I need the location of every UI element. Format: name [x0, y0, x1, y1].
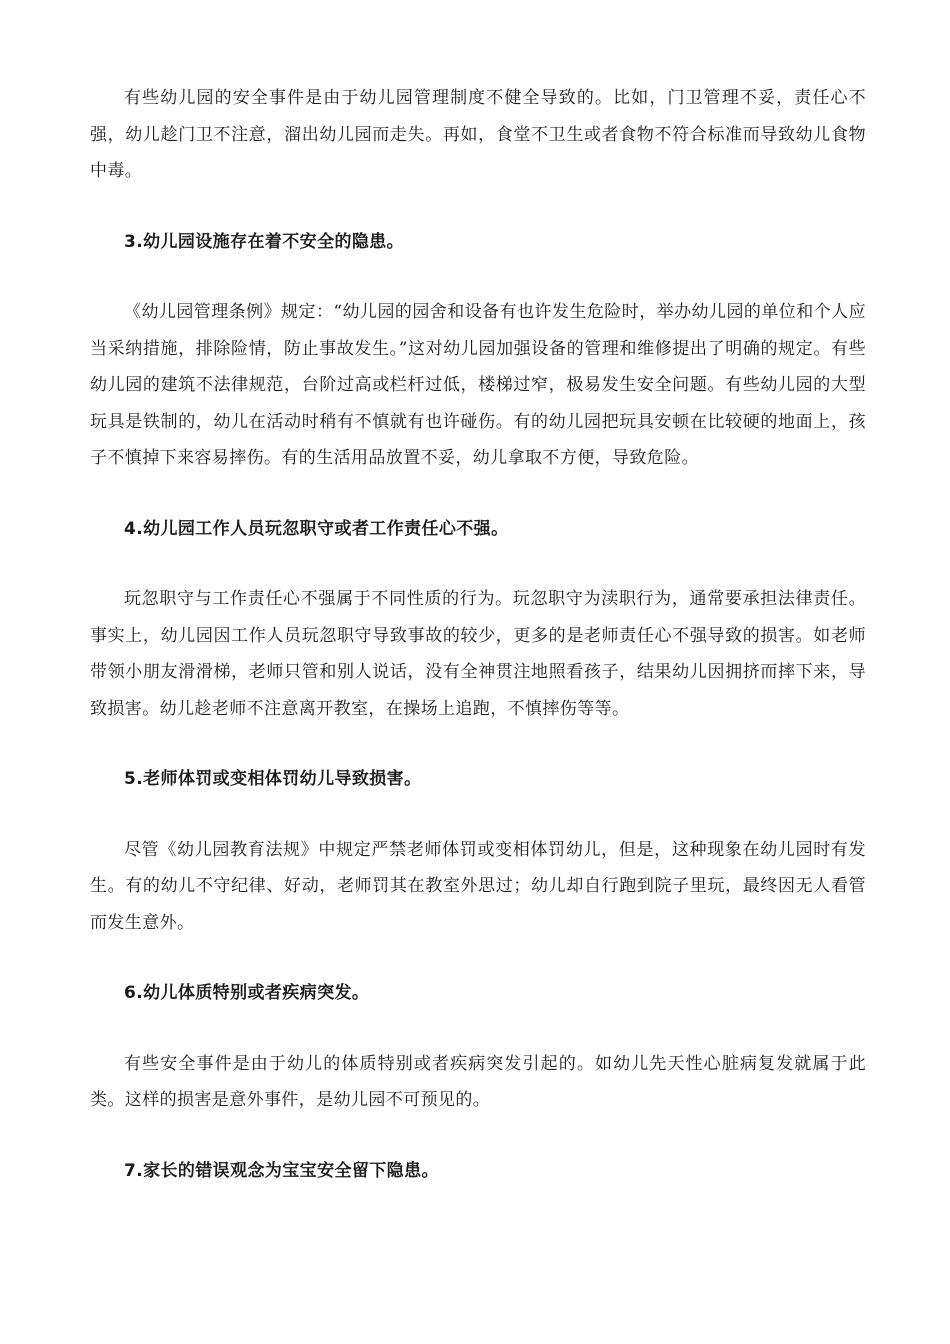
- paragraph-corporal-punishment: 尽管《幼儿园教育法规》中规定严禁老师体罚或变相体罚幼儿，但是，这种现象在幼儿园时有发生。有的幼儿不守纪律、好动，老师罚其在教室外思过；幼儿却自行跑到院子里玩，最终因无人看管而发生意外。: [90, 839, 866, 933]
- heading-parent-misconceptions: 7.家长的错误观念为宝宝安全留下隐患。: [124, 1160, 439, 1181]
- paragraph-management-system: 有些幼儿园的安全事件是由于幼儿园管理制度不健全导致的。比如，门卫管理不妥，责任心不强，幼儿趁门卫不注意，溜出幼儿园而走失。再如，食堂不卫生或者食物不符合标准而导致幼儿食物中毒。: [90, 88, 866, 181]
- heading-child-health: 6.幼儿体质特别或者疾病突发。: [124, 983, 370, 1003]
- heading-corporal-punishment: 5.老师体罚或变相体罚幼儿导致损害。: [124, 769, 422, 789]
- paragraph-child-health: 有些安全事件是由于幼儿的体质特别或者疾病突发引起的。如幼儿先天性心脏病复发就属于此类。这样的损害是意外事件，是幼儿园不可预见的。: [90, 1053, 866, 1110]
- paragraph-staff-negligence: 玩忽职守与工作责任心不强属于不同性质的行为。玩忽职守为渎职行为，通常要承担法律责任。事实上，幼儿园因工作人员玩忽职守导致事故的较少，更多的是老师责任心不强导致的损害。如老师带领小朋友滑滑梯，老师只管和别人说话，没有全神贯注地照看孩子，结果幼儿因拥挤而摔下来，导致损害。幼儿趁老师不注意离开教室，在操场上追跑，不慎摔伤等等。: [90, 589, 866, 719]
- paragraph-facilities-regulation: 《幼儿园管理条例》规定：“幼儿园的园舍和设备有也许发生危险时，举办幼儿园的单位和个人应当采纳措施，排除险情，防止事故发生。”这对幼儿园加强设备的管理和维修提出了明确的规定。有些幼儿园的建筑不法律规范，台阶过高或栏杆过低，楼梯过窄，极易发生安全问题。有些幼儿园的大型玩具是铁制的，幼儿在活动时稍有不慎就有也许碰伤。有的幼儿园把玩具安顿在比较硬的地面上，孩子不慎掉下来容易摔伤。有的生活用品放置不妥，幼儿拿取不方便，导致危险。: [90, 302, 866, 468]
- heading-facilities-hazards: 3.幼儿园设施存在着不安全的隐患。: [124, 231, 405, 252]
- heading-staff-negligence: 4.幼儿园工作人员玩忽职守或者工作责任心不强。: [124, 518, 509, 539]
- document-body: [90, 80, 866, 1223]
